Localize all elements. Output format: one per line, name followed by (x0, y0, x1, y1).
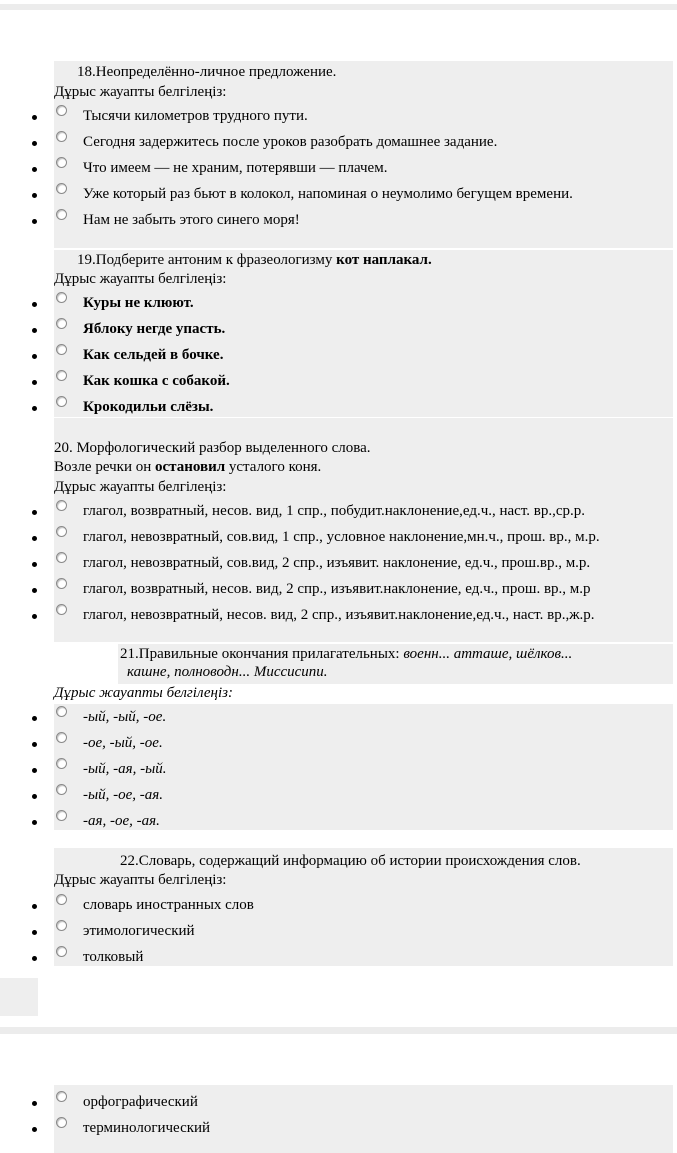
bullet-icon (32, 614, 37, 619)
radio-button[interactable] (56, 810, 67, 821)
q20-sentence (54, 458, 321, 476)
top-divider (0, 4, 677, 10)
radio-button[interactable] (56, 157, 67, 168)
bullet-icon (32, 820, 37, 825)
page-break (0, 1027, 677, 1034)
option-label: толковый (83, 949, 144, 965)
option-label: Куры не клюют. (83, 295, 194, 311)
bullet-icon (32, 956, 37, 961)
empty-block (0, 978, 38, 1016)
option-label: Тысячи километров трудного пути. (83, 108, 308, 124)
radio-button[interactable] (56, 552, 67, 563)
radio-button[interactable] (56, 706, 67, 717)
option-label: Крокодильи слёзы. (83, 399, 214, 415)
bullet-icon (32, 219, 37, 224)
option-label: орфографический (83, 1094, 198, 1110)
radio-button[interactable] (56, 920, 67, 931)
q19-title-idiom: кот наплакал. (336, 252, 432, 268)
q21-title-words: военн... атташе, шёлков... (403, 646, 573, 662)
bullet-icon (32, 328, 37, 333)
bullet-icon (32, 742, 37, 747)
q22-title: 22.Словарь, содержащий информацию об истории происхождения слов. (120, 853, 581, 869)
bullet-icon (32, 354, 37, 359)
bullet-icon (32, 380, 37, 385)
option-label: словарь иностранных слов (83, 897, 254, 913)
q20-prompt: Дұрыс жауапты белгілеңіз: (54, 479, 227, 495)
option-label: -ая, -ое, -ая. (83, 813, 160, 829)
radio-button[interactable] (56, 946, 67, 957)
q21-title-line2: кашне, полноводн... Миссисипи. (127, 664, 328, 680)
option-label: Сегодня задержитесь после уроков разобрать домашнее задание. (83, 134, 498, 150)
q20-sentence-suffix: усталого коня. (225, 459, 322, 475)
option-label: глагол, невозвратный, сов.вид, 1 спр., условное наклонение,мн.ч., прош. вр., м.р. (83, 529, 600, 545)
radio-button[interactable] (56, 396, 67, 407)
bullet-icon (32, 930, 37, 935)
bullet-icon (32, 588, 37, 593)
radio-button[interactable] (56, 894, 67, 905)
bullet-icon (32, 167, 37, 172)
radio-button[interactable] (56, 784, 67, 795)
bullet-icon (32, 1101, 37, 1106)
option-label: Яблоку негде упасть. (83, 321, 226, 337)
q21-title-text: 21.Правильные окончания прилагательных: (120, 646, 404, 662)
radio-button[interactable] (56, 1091, 67, 1102)
q19-title-text: 19.Подберите антоним к фразеологизму (77, 252, 337, 268)
bullet-icon (32, 1127, 37, 1132)
radio-button[interactable] (56, 292, 67, 303)
q19-prompt: Дұрыс жауапты белгілеңіз: (54, 271, 227, 287)
radio-button[interactable] (56, 1117, 67, 1128)
option-label: глагол, невозвратный, несов. вид, 2 спр., изъявит.наклонение,ед.ч., наст. вр.,ж.р. (83, 607, 595, 623)
q21-prompt: Дұрыс жауапты белгілеңіз: (54, 685, 233, 701)
option-label: глагол, невозвратный, сов.вид, 2 спр., изъявит. наклонение, ед.ч., прош.вр., м.р. (83, 555, 591, 571)
radio-button[interactable] (56, 318, 67, 329)
q19-title (77, 251, 432, 269)
option-label: терминологический (83, 1120, 211, 1136)
option-label: -ый, -ый, -ое. (83, 709, 167, 725)
q18-prompt: Дұрыс жауапты белгілеңіз: (54, 84, 227, 100)
option-label: Как кошка с собакой. (83, 373, 230, 389)
bullet-icon (32, 716, 37, 721)
bullet-icon (32, 536, 37, 541)
radio-button[interactable] (56, 370, 67, 381)
option-label: глагол, возвратный, несов. вид, 2 спр., изъявит.наклонение, ед.ч., прош. вр., м.р (83, 581, 591, 597)
radio-button[interactable] (56, 758, 67, 769)
option-label: -ый, -ая, -ый. (83, 761, 167, 777)
bullet-icon (32, 510, 37, 515)
q22-prompt: Дұрыс жауапты белгілеңіз: (54, 872, 227, 888)
option-label: -ый, -ое, -ая. (83, 787, 164, 803)
q20-title: 20. Морфологический разбор выделенного слова. (54, 440, 371, 456)
bullet-icon (32, 406, 37, 411)
bullet-icon (32, 562, 37, 567)
radio-button[interactable] (56, 131, 67, 142)
bullet-icon (32, 768, 37, 773)
bullet-icon (32, 115, 37, 120)
bullet-icon (32, 141, 37, 146)
q20-highlighted-word: остановил (155, 459, 226, 475)
radio-button[interactable] (56, 500, 67, 511)
q21-title (120, 645, 572, 663)
bullet-icon (32, 302, 37, 307)
q20-sentence-prefix: Возле речки он (54, 459, 155, 475)
radio-button[interactable] (56, 732, 67, 743)
radio-button[interactable] (56, 183, 67, 194)
bullet-icon (32, 904, 37, 909)
radio-button[interactable] (56, 209, 67, 220)
radio-button[interactable] (56, 105, 67, 116)
option-label: этимологический (83, 923, 195, 939)
q18-title: 18.Неопределённо-личное предложение. (77, 64, 337, 80)
option-label: глагол, возвратный, несов. вид, 1 спр., побудит.наклонение,ед.ч., наст. вр.,ср.р. (83, 503, 586, 519)
radio-button[interactable] (56, 578, 67, 589)
radio-button[interactable] (56, 604, 67, 615)
option-label: -ое, -ый, -ое. (83, 735, 163, 751)
option-label: Нам не забыть этого синего моря! (83, 212, 300, 228)
radio-button[interactable] (56, 526, 67, 537)
bullet-icon (32, 794, 37, 799)
option-label: Уже который раз бьют в колокол, напоминая о неумолимо бегущем времени. (83, 186, 573, 202)
bullet-icon (32, 193, 37, 198)
option-label: Как сельдей в бочке. (83, 347, 224, 363)
option-label: Что имеем — не храним, потерявши — плачем. (83, 160, 388, 176)
radio-button[interactable] (56, 344, 67, 355)
